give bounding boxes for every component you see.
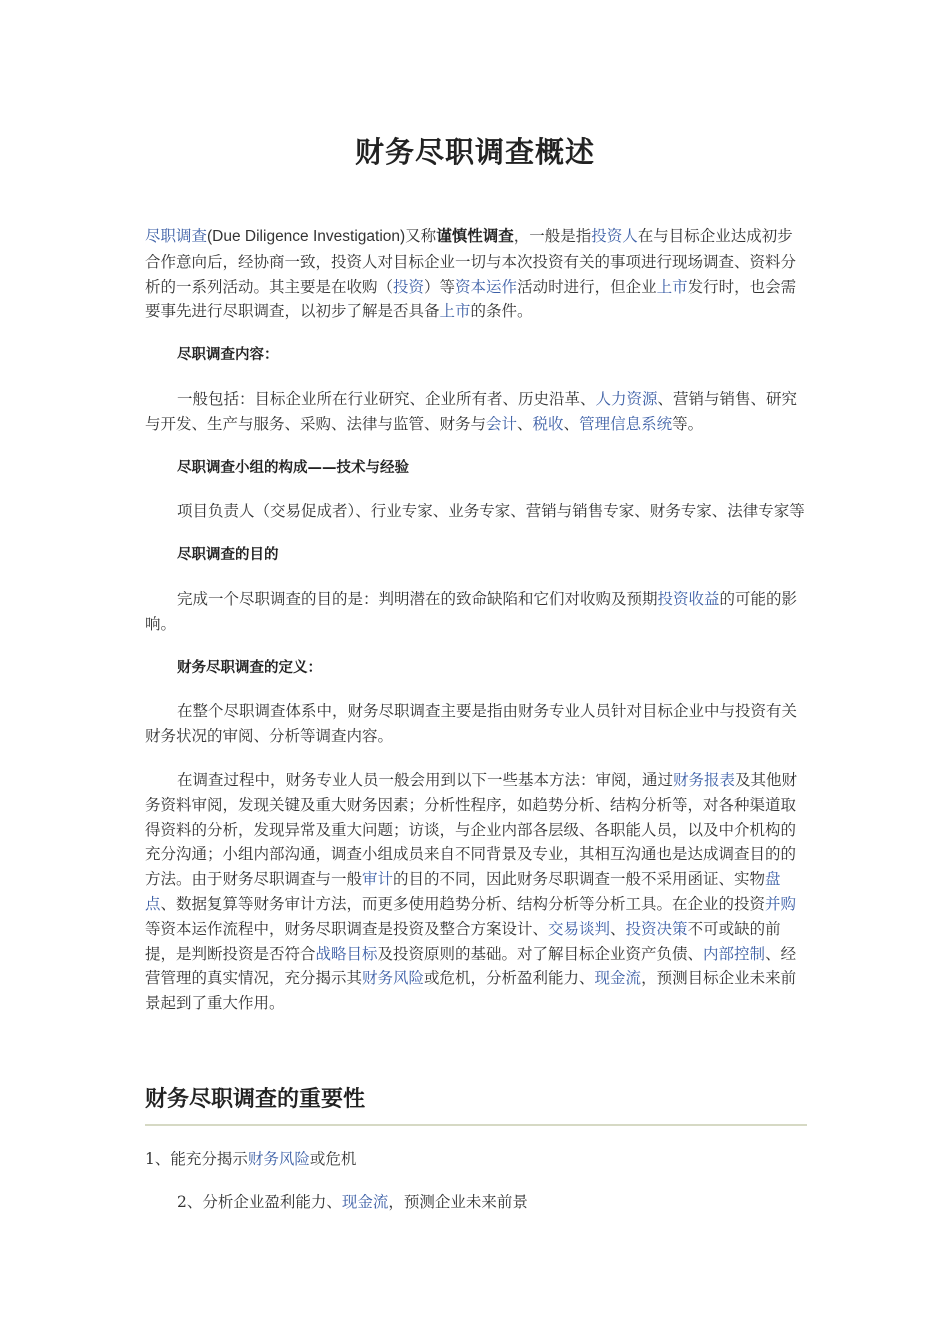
methods-text: 或危机，分析盈利能力、 — [424, 969, 595, 988]
definition-heading: 财务尽职调查的定义： — [177, 659, 322, 676]
link-cash-flow[interactable]: 现金流 — [594, 969, 642, 988]
link-financial-risk[interactable]: 财务风险 — [362, 969, 425, 988]
methods-paragraph — [145, 768, 807, 1016]
link-strategic-goal[interactable]: 战略目标 — [315, 944, 378, 963]
item-text: 1、能充分揭示 — [145, 1150, 248, 1168]
purpose-text: 完成一个尽职调查的目的是：判明潜在的致命缺陷和它们对收购及预期 — [177, 589, 658, 608]
methods-text: 、 — [610, 919, 626, 938]
section-title-importance: 财务尽职调查的重要性 — [145, 1087, 366, 1112]
link-mis[interactable]: 管理信息系统 — [579, 414, 673, 433]
intro-text: ）等 — [424, 277, 456, 296]
intro-text: 活动时进行，但企业 — [517, 277, 657, 296]
methods-text: 的目的不同，因此财务尽职调查一般不采用函证、实物 — [393, 870, 766, 889]
link-financial-risk[interactable]: 财务风险 — [247, 1150, 310, 1168]
link-audit[interactable]: 审计 — [362, 870, 394, 889]
item-text: 或危机 — [309, 1150, 357, 1168]
intro-english-term: (Due Diligence Investigation) — [207, 228, 406, 245]
link-capital-operation[interactable]: 资本运作 — [455, 277, 518, 296]
intro-text: 在与目标企业达成初步合作意向后，经协商一致，投资人对目标企业一切与本次投资有关的事项进行现场调查、资料分析的一系列活动。其主要是在收购（ — [145, 227, 797, 296]
purpose-heading: 尽职调查的目的 — [177, 547, 279, 564]
link-internal-control[interactable]: 内部控制 — [703, 944, 766, 963]
intro-text: 发行时，也会需要事先进行尽职调查，以初步了解是否具备 — [145, 277, 797, 321]
methods-text: 及其他财务资料审阅，发现关键及重大财务因素；分析性程序，如趋势分析、结构分析等，对各种渠道取得资料的分析，发现异常及重大问题；访谈，与企业内部各层级、各职能人员，以及中介机构的充分沟通；小组内部沟通，调查小组成员来自不同背景及专业，其相互沟通也是达成调查目的的方法。由于财务尽职调查与一般 — [145, 770, 798, 889]
list-item — [177, 1190, 528, 1214]
content-text: 、 — [563, 414, 580, 433]
link-human-resources[interactable]: 人力资源 — [595, 389, 658, 408]
link-cash-flow[interactable]: 现金流 — [341, 1193, 389, 1211]
article-body — [145, 224, 807, 1035]
content-text: 、 — [517, 414, 533, 433]
link-investment[interactable]: 投资 — [393, 277, 425, 296]
content-heading: 尽职调查内容： — [177, 347, 279, 364]
methods-text: 等资本运作流程中，财务尽职调查是投资及整合方案设计、 — [145, 919, 549, 938]
link-investment-return[interactable]: 投资收益 — [657, 589, 720, 608]
link-inventory-count[interactable]: 盘点 — [145, 870, 781, 913]
link-accounting[interactable]: 会计 — [486, 414, 518, 433]
link-investment-decision[interactable]: 投资决策 — [625, 919, 688, 938]
section-divider — [145, 1124, 807, 1126]
team-paragraph: 项目负责人（交易促成者）、行业专家、业务专家、营销与销售专家、财务专家、法律专家等 — [177, 502, 805, 521]
link-financial-statements[interactable]: 财务报表 — [673, 770, 736, 789]
content-text: 一般包括：目标企业所在行业研究、企业所有者、历史沿革、 — [177, 389, 596, 408]
methods-text: 在调查过程中，财务专业人员一般会用到以下一些基本方法：审阅，通过 — [177, 770, 674, 789]
purpose-paragraph — [145, 587, 807, 637]
link-listing[interactable]: 上市 — [656, 277, 688, 296]
intro-bold-term: 谨慎性调查 — [436, 226, 514, 245]
item-text: ，预测企业未来前景 — [388, 1193, 528, 1211]
team-heading: 尽职调查小组的构成——技术与经验 — [177, 459, 409, 476]
link-listing[interactable]: 上市 — [439, 302, 471, 321]
methods-text: 、经营管理的真实情况，充分揭示其 — [145, 944, 797, 988]
intro-text: 的条件。 — [470, 302, 533, 321]
link-negotiation[interactable]: 交易谈判 — [548, 919, 611, 938]
intro-text: ，一般是指 — [513, 227, 592, 245]
content-paragraph — [145, 387, 807, 437]
definition-paragraph: 在整个尽职调查体系中，财务尽职调查主要是指由财务专业人员针对目标企业中与投资有关财务状况的审阅、分析等调查内容。 — [145, 702, 798, 746]
item-text: 2、分析企业盈利能力、 — [177, 1193, 342, 1211]
methods-text: 、数据复算等财务审计方法，而更多使用趋势分析、结构分析等分析工具。在企业的投资 — [160, 894, 766, 913]
link-due-diligence[interactable]: 尽职调查 — [145, 227, 208, 245]
methods-text: 不可或缺的前提，是判断投资是否符合 — [145, 919, 781, 963]
list-item — [145, 1147, 356, 1171]
link-tax[interactable]: 税收 — [532, 414, 564, 433]
purpose-text: 的可能的影响。 — [145, 589, 798, 633]
page-title: 财务尽职调查概述 — [354, 135, 595, 169]
intro-text: 又称 — [405, 227, 437, 245]
link-investor[interactable]: 投资人 — [591, 227, 638, 245]
link-merger[interactable]: 并购 — [765, 894, 797, 913]
methods-text: 及投资原则的基础。对了解目标企业资产负债、 — [377, 944, 704, 963]
intro-paragraph — [145, 224, 807, 324]
content-text: 、营销与销售、研究与开发、生产与服务、采购、法律与监管、财务与 — [145, 389, 798, 433]
methods-text: ，预测目标企业未来前景起到了重大作用。 — [145, 969, 797, 1013]
content-text: 等。 — [672, 414, 704, 433]
